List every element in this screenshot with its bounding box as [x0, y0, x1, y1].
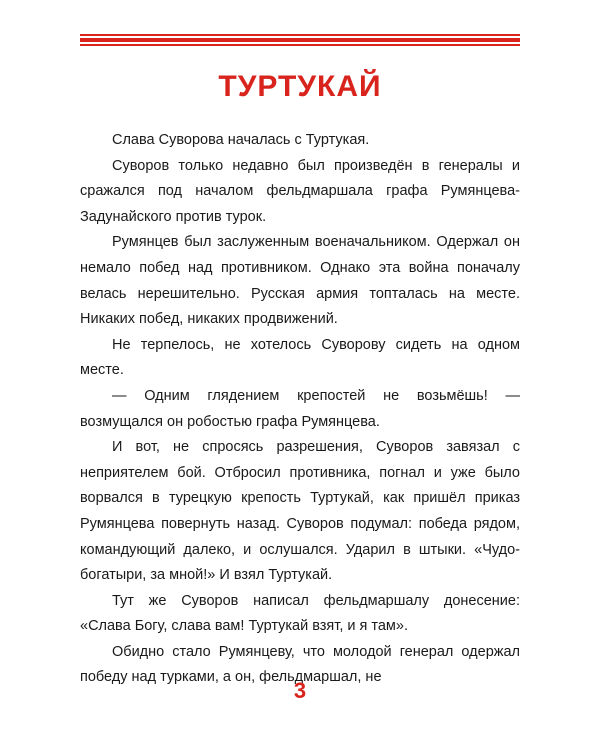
paragraph: — Одним глядением крепостей не возьмёшь! — возмущался он робостью графа Румянцева.	[80, 387, 520, 430]
paragraph: Слава Суворова началась с Туртукая.	[112, 132, 370, 148]
body-text	[80, 128, 520, 691]
paragraph: И вот, не спросясь разрешения, Суворов завязал с неприятелем бой. Отбросил противника, погнал и уже было ворвался в турецкую крепость Туртукай, как пришёл приказ Румянцева повернуть назад. Суворов подумал: победа рядом, командующий далеко, и ослушался. Ударил в штыки. «Чудо-богатыри, за мной!» И взял Туртукай.	[80, 439, 520, 584]
rule-line	[80, 44, 520, 46]
page-number: 3	[293, 678, 307, 703]
rule-line	[80, 34, 520, 36]
top-decorative-rule	[80, 34, 520, 46]
paragraph: Тут же Суворов написал фельдмаршалу донесение: «Слава Богу, слава вам! Туртукай взят, и я там».	[80, 592, 520, 635]
paragraph: Суворов только недавно был произведён в генералы и сражался под началом фельдмаршала графа Румянцева-Задунайского против турок.	[80, 157, 520, 225]
paragraph: Не терпелось, не хотелось Суворову сидеть на одном месте.	[80, 336, 520, 379]
paragraph: Обидно стало Румянцеву, что молодой генерал одержал победу над турками, а он, фельдмаршал, не	[80, 643, 520, 686]
chapter-title: ТУРТУКАЙ	[218, 70, 382, 103]
paragraph: Румянцев был заслуженным военачальником. Одержал он немало побед над противником. Однако эта война поначалу велась нерешительно. Русская армия топталась на месте. Никаких побед, никаких продвижений.	[80, 234, 520, 328]
rule-line	[80, 38, 520, 42]
